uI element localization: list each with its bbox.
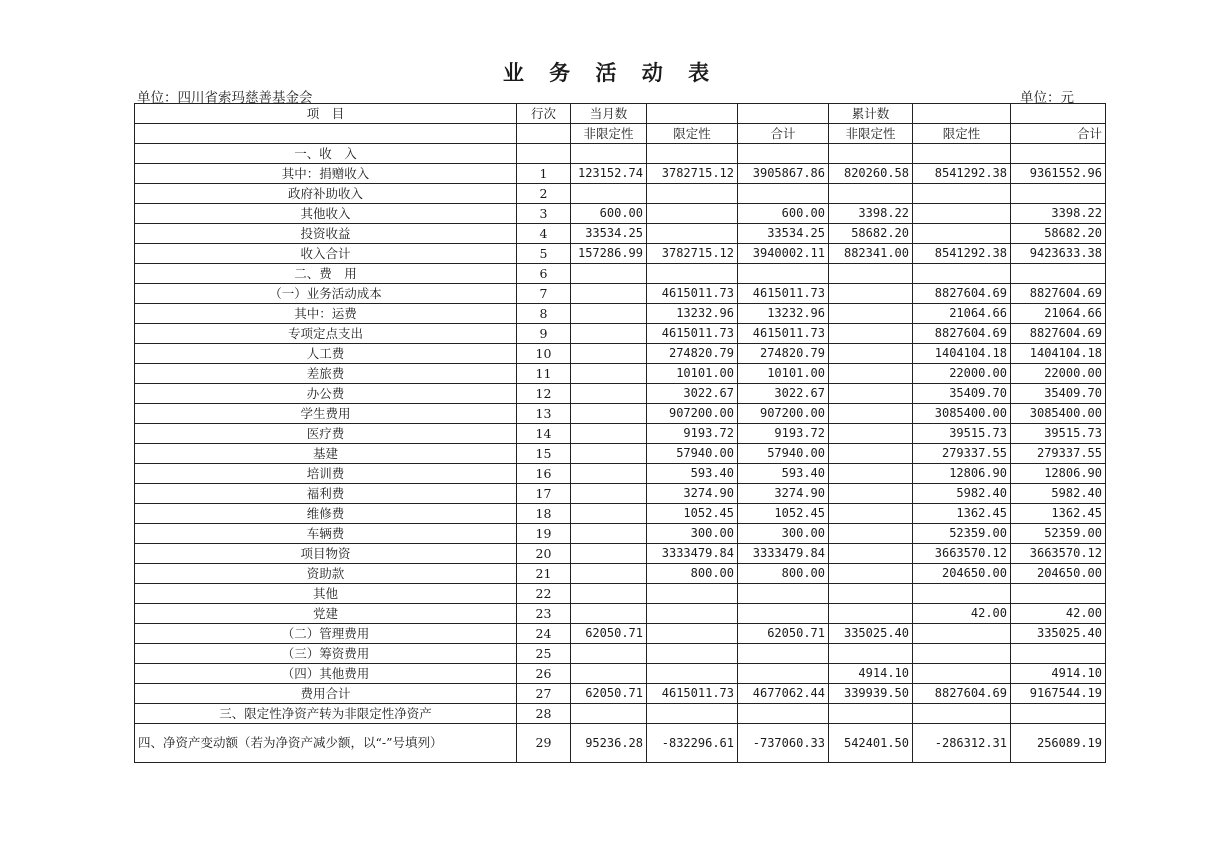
cell-month-restricted: 4615011.73 bbox=[647, 684, 738, 704]
cell-cumulative-restricted bbox=[913, 664, 1011, 684]
cell-month-restricted: 4615011.73 bbox=[647, 324, 738, 344]
cell-month-unrestricted: 33534.25 bbox=[571, 224, 647, 244]
cell-cumulative-restricted: 3663570.12 bbox=[913, 544, 1011, 564]
row-item-label: 收入合计 bbox=[135, 244, 517, 264]
cell-cumulative-restricted: 204650.00 bbox=[913, 564, 1011, 584]
cell-cumulative-unrestricted bbox=[829, 544, 913, 564]
row-line-number: 26 bbox=[517, 664, 571, 684]
cell-month-total: 3022.67 bbox=[738, 384, 829, 404]
cell-month-unrestricted bbox=[571, 484, 647, 504]
cell-month-restricted: 4615011.73 bbox=[647, 284, 738, 304]
cell-cumulative-restricted: 35409.70 bbox=[913, 384, 1011, 404]
cell-month-restricted bbox=[647, 664, 738, 684]
header-cumulative-unrestricted: 非限定性 bbox=[829, 124, 913, 144]
cell-cumulative-unrestricted bbox=[829, 284, 913, 304]
cell-cumulative-unrestricted bbox=[829, 324, 913, 344]
row-line-number: 1 bbox=[517, 164, 571, 184]
cell-cumulative-total: 4914.10 bbox=[1011, 664, 1106, 684]
report-title: 业 务 活 动 表 bbox=[502, 61, 719, 85]
cell-cumulative-restricted: 21064.66 bbox=[913, 304, 1011, 324]
row-line-number: 6 bbox=[517, 264, 571, 284]
cell-cumulative-total: 1404104.18 bbox=[1011, 344, 1106, 364]
table-row bbox=[135, 504, 1106, 524]
row-item-label: 三、限定性净资产转为非限定性净资产 bbox=[135, 704, 517, 724]
header-empty-cell bbox=[1011, 104, 1106, 124]
cell-month-total: 3905867.86 bbox=[738, 164, 829, 184]
header-empty-cell bbox=[913, 104, 1011, 124]
cell-month-restricted: 3333479.84 bbox=[647, 544, 738, 564]
cell-month-total bbox=[738, 604, 829, 624]
cell-month-total: 4677062.44 bbox=[738, 684, 829, 704]
row-item-label: 费用合计 bbox=[135, 684, 517, 704]
cell-month-total: 13232.96 bbox=[738, 304, 829, 324]
row-item-label: 其他 bbox=[135, 584, 517, 604]
cell-month-unrestricted bbox=[571, 344, 647, 364]
row-line-number: 18 bbox=[517, 504, 571, 524]
row-item-label: 其中：运费 bbox=[135, 304, 517, 324]
row-line-number: 20 bbox=[517, 544, 571, 564]
cell-cumulative-unrestricted: 339939.50 bbox=[829, 684, 913, 704]
cell-month-total: 1052.45 bbox=[738, 504, 829, 524]
cell-cumulative-restricted: 8541292.38 bbox=[913, 244, 1011, 264]
cell-cumulative-total bbox=[1011, 184, 1106, 204]
cell-cumulative-restricted bbox=[913, 624, 1011, 644]
row-line-number: 25 bbox=[517, 644, 571, 664]
cell-cumulative-total: 335025.40 bbox=[1011, 624, 1106, 644]
table-body bbox=[135, 104, 1106, 763]
cell-cumulative-total: 256089.19 bbox=[1011, 724, 1106, 763]
header-empty-cell bbox=[517, 124, 571, 144]
cell-month-total: 274820.79 bbox=[738, 344, 829, 364]
cell-cumulative-total: 9423633.38 bbox=[1011, 244, 1106, 264]
row-line-number: 12 bbox=[517, 384, 571, 404]
cell-month-total: 10101.00 bbox=[738, 364, 829, 384]
header-empty-cell bbox=[135, 124, 517, 144]
row-item-label: 政府补助收入 bbox=[135, 184, 517, 204]
cell-cumulative-total bbox=[1011, 644, 1106, 664]
cell-cumulative-restricted bbox=[913, 224, 1011, 244]
cell-cumulative-total: 5982.40 bbox=[1011, 484, 1106, 504]
cell-cumulative-total: 9167544.19 bbox=[1011, 684, 1106, 704]
table-row bbox=[135, 624, 1106, 644]
cell-month-total bbox=[738, 264, 829, 284]
cell-month-unrestricted: 123152.74 bbox=[571, 164, 647, 184]
cell-cumulative-restricted: 22000.00 bbox=[913, 364, 1011, 384]
row-line-number: 4 bbox=[517, 224, 571, 244]
cell-month-unrestricted bbox=[571, 144, 647, 164]
cell-cumulative-restricted bbox=[913, 184, 1011, 204]
cell-cumulative-unrestricted: 820260.58 bbox=[829, 164, 913, 184]
cell-cumulative-unrestricted: 4914.10 bbox=[829, 664, 913, 684]
cell-month-restricted bbox=[647, 204, 738, 224]
row-line-number: 13 bbox=[517, 404, 571, 424]
cell-cumulative-unrestricted bbox=[829, 444, 913, 464]
table-row bbox=[135, 644, 1106, 664]
cell-month-unrestricted bbox=[571, 464, 647, 484]
row-line-number: 23 bbox=[517, 604, 571, 624]
cell-month-total: 9193.72 bbox=[738, 424, 829, 444]
cell-month-total: 3333479.84 bbox=[738, 544, 829, 564]
cell-month-total bbox=[738, 644, 829, 664]
row-line-number: 29 bbox=[517, 724, 571, 763]
row-item-label: 二、费 用 bbox=[135, 264, 517, 284]
cell-month-restricted: 9193.72 bbox=[647, 424, 738, 444]
cell-month-unrestricted bbox=[571, 524, 647, 544]
cell-month-unrestricted bbox=[571, 644, 647, 664]
cell-cumulative-restricted: 39515.73 bbox=[913, 424, 1011, 444]
cell-cumulative-total: 42.00 bbox=[1011, 604, 1106, 624]
cell-cumulative-unrestricted bbox=[829, 384, 913, 404]
cell-month-restricted: 3782715.12 bbox=[647, 244, 738, 264]
row-item-label: 其中：捐赠收入 bbox=[135, 164, 517, 184]
cell-month-restricted: 3022.67 bbox=[647, 384, 738, 404]
cell-cumulative-restricted: 1362.45 bbox=[913, 504, 1011, 524]
cell-month-total bbox=[738, 144, 829, 164]
cell-month-unrestricted: 157286.99 bbox=[571, 244, 647, 264]
table-row bbox=[135, 724, 1106, 763]
cell-cumulative-unrestricted: 3398.22 bbox=[829, 204, 913, 224]
cell-month-unrestricted bbox=[571, 324, 647, 344]
header-row-1 bbox=[135, 104, 1106, 124]
cell-month-restricted: 274820.79 bbox=[647, 344, 738, 364]
cell-cumulative-total: 8827604.69 bbox=[1011, 284, 1106, 304]
row-item-label: 四、净资产变动额（若为净资产减少额，以“-”号填列） bbox=[135, 724, 517, 763]
cell-month-total: -737060.33 bbox=[738, 724, 829, 763]
cell-cumulative-unrestricted: 58682.20 bbox=[829, 224, 913, 244]
row-item-label: （三）筹资费用 bbox=[135, 644, 517, 664]
table-row bbox=[135, 184, 1106, 204]
row-item-label: 一、收 入 bbox=[135, 144, 517, 164]
cell-month-total: 800.00 bbox=[738, 564, 829, 584]
cell-cumulative-unrestricted: 542401.50 bbox=[829, 724, 913, 763]
table-row bbox=[135, 564, 1106, 584]
row-item-label: 投资收益 bbox=[135, 224, 517, 244]
cell-month-total: 3940002.11 bbox=[738, 244, 829, 264]
cell-cumulative-unrestricted bbox=[829, 564, 913, 584]
cell-cumulative-restricted bbox=[913, 704, 1011, 724]
cell-cumulative-total: 3398.22 bbox=[1011, 204, 1106, 224]
cell-cumulative-unrestricted bbox=[829, 524, 913, 544]
cell-cumulative-restricted: 8827604.69 bbox=[913, 324, 1011, 344]
cell-month-restricted bbox=[647, 624, 738, 644]
cell-cumulative-total bbox=[1011, 144, 1106, 164]
cell-month-restricted: 907200.00 bbox=[647, 404, 738, 424]
cell-cumulative-total: 1362.45 bbox=[1011, 504, 1106, 524]
row-line-number: 17 bbox=[517, 484, 571, 504]
cell-cumulative-restricted: 8827604.69 bbox=[913, 284, 1011, 304]
cell-cumulative-total: 39515.73 bbox=[1011, 424, 1106, 444]
table-row bbox=[135, 704, 1106, 724]
cell-month-total: 33534.25 bbox=[738, 224, 829, 244]
table-row bbox=[135, 204, 1106, 224]
cell-cumulative-total: 9361552.96 bbox=[1011, 164, 1106, 184]
cell-month-unrestricted bbox=[571, 544, 647, 564]
row-line-number: 11 bbox=[517, 364, 571, 384]
row-line-number: 2 bbox=[517, 184, 571, 204]
cell-cumulative-total: 58682.20 bbox=[1011, 224, 1106, 244]
cell-month-total: 300.00 bbox=[738, 524, 829, 544]
row-line-number: 28 bbox=[517, 704, 571, 724]
cell-month-total: 62050.71 bbox=[738, 624, 829, 644]
cell-month-unrestricted bbox=[571, 264, 647, 284]
cell-cumulative-restricted: 1404104.18 bbox=[913, 344, 1011, 364]
cell-month-restricted bbox=[647, 584, 738, 604]
table-row bbox=[135, 684, 1106, 704]
table-row bbox=[135, 384, 1106, 404]
row-line-number: 8 bbox=[517, 304, 571, 324]
cell-cumulative-total bbox=[1011, 584, 1106, 604]
table-row bbox=[135, 604, 1106, 624]
table-row bbox=[135, 664, 1106, 684]
cell-cumulative-total: 21064.66 bbox=[1011, 304, 1106, 324]
cell-month-unrestricted bbox=[571, 444, 647, 464]
cell-cumulative-unrestricted bbox=[829, 464, 913, 484]
cell-cumulative-total: 3085400.00 bbox=[1011, 404, 1106, 424]
cell-month-restricted: 3782715.12 bbox=[647, 164, 738, 184]
row-line-number: 19 bbox=[517, 524, 571, 544]
cell-cumulative-total: 204650.00 bbox=[1011, 564, 1106, 584]
row-line-number: 27 bbox=[517, 684, 571, 704]
cell-month-unrestricted bbox=[571, 404, 647, 424]
cell-month-restricted bbox=[647, 184, 738, 204]
cell-month-restricted: 593.40 bbox=[647, 464, 738, 484]
row-line-number: 3 bbox=[517, 204, 571, 224]
activity-statement-table bbox=[134, 103, 1106, 763]
cell-cumulative-restricted: 12806.90 bbox=[913, 464, 1011, 484]
cell-cumulative-total bbox=[1011, 704, 1106, 724]
row-line-number: 21 bbox=[517, 564, 571, 584]
cell-cumulative-total: 35409.70 bbox=[1011, 384, 1106, 404]
cell-cumulative-unrestricted bbox=[829, 644, 913, 664]
row-item-label: 车辆费 bbox=[135, 524, 517, 544]
row-item-label: （二）管理费用 bbox=[135, 624, 517, 644]
cell-month-unrestricted: 95236.28 bbox=[571, 724, 647, 763]
row-line-number: 9 bbox=[517, 324, 571, 344]
cell-month-unrestricted bbox=[571, 424, 647, 444]
header-current-month: 当月数 bbox=[571, 104, 647, 124]
row-item-label: 人工费 bbox=[135, 344, 517, 364]
header-month-unrestricted: 非限定性 bbox=[571, 124, 647, 144]
cell-month-restricted bbox=[647, 704, 738, 724]
table-row bbox=[135, 324, 1106, 344]
row-item-label: 党建 bbox=[135, 604, 517, 624]
cell-cumulative-total: 3663570.12 bbox=[1011, 544, 1106, 564]
cell-cumulative-total: 52359.00 bbox=[1011, 524, 1106, 544]
cell-cumulative-restricted: 42.00 bbox=[913, 604, 1011, 624]
cell-month-restricted bbox=[647, 144, 738, 164]
cell-cumulative-unrestricted bbox=[829, 484, 913, 504]
cell-month-restricted bbox=[647, 604, 738, 624]
cell-month-unrestricted: 600.00 bbox=[571, 204, 647, 224]
cell-month-total bbox=[738, 664, 829, 684]
cell-month-restricted: 10101.00 bbox=[647, 364, 738, 384]
table-row bbox=[135, 544, 1106, 564]
header-cumulative: 累计数 bbox=[829, 104, 913, 124]
table-row bbox=[135, 264, 1106, 284]
cell-cumulative-restricted bbox=[913, 584, 1011, 604]
header-empty-cell bbox=[738, 104, 829, 124]
cell-cumulative-unrestricted bbox=[829, 304, 913, 324]
cell-cumulative-unrestricted bbox=[829, 504, 913, 524]
cell-month-unrestricted: 62050.71 bbox=[571, 624, 647, 644]
table-row bbox=[135, 484, 1106, 504]
cell-month-unrestricted bbox=[571, 364, 647, 384]
cell-month-total: 600.00 bbox=[738, 204, 829, 224]
row-item-label: 项目物资 bbox=[135, 544, 517, 564]
table-row bbox=[135, 344, 1106, 364]
cell-cumulative-restricted bbox=[913, 264, 1011, 284]
cell-month-total: 4615011.73 bbox=[738, 324, 829, 344]
row-item-label: 维修费 bbox=[135, 504, 517, 524]
organization-label: 单位：四川省索玛慈善基金会 bbox=[137, 90, 313, 106]
table-row bbox=[135, 304, 1106, 324]
cell-cumulative-unrestricted bbox=[829, 144, 913, 164]
row-item-label: 培训费 bbox=[135, 464, 517, 484]
cell-cumulative-total bbox=[1011, 264, 1106, 284]
cell-cumulative-unrestricted bbox=[829, 704, 913, 724]
header-cumulative-restricted: 限定性 bbox=[913, 124, 1011, 144]
cell-cumulative-total: 8827604.69 bbox=[1011, 324, 1106, 344]
cell-cumulative-unrestricted bbox=[829, 584, 913, 604]
cell-month-unrestricted: 62050.71 bbox=[571, 684, 647, 704]
cell-month-total: 3274.90 bbox=[738, 484, 829, 504]
cell-month-unrestricted bbox=[571, 504, 647, 524]
cell-cumulative-total: 279337.55 bbox=[1011, 444, 1106, 464]
cell-cumulative-total: 22000.00 bbox=[1011, 364, 1106, 384]
cell-cumulative-restricted: 8541292.38 bbox=[913, 164, 1011, 184]
cell-cumulative-restricted: 52359.00 bbox=[913, 524, 1011, 544]
cell-cumulative-unrestricted: 882341.00 bbox=[829, 244, 913, 264]
table-row bbox=[135, 404, 1106, 424]
cell-cumulative-unrestricted bbox=[829, 604, 913, 624]
header-month-restricted: 限定性 bbox=[647, 124, 738, 144]
table-row bbox=[135, 424, 1106, 444]
cell-month-unrestricted bbox=[571, 564, 647, 584]
row-item-label: 福利费 bbox=[135, 484, 517, 504]
row-line-number: 24 bbox=[517, 624, 571, 644]
cell-month-total bbox=[738, 184, 829, 204]
row-item-label: 差旅费 bbox=[135, 364, 517, 384]
cell-month-restricted: 13232.96 bbox=[647, 304, 738, 324]
cell-cumulative-unrestricted bbox=[829, 364, 913, 384]
cell-cumulative-total: 12806.90 bbox=[1011, 464, 1106, 484]
header-empty-cell bbox=[647, 104, 738, 124]
row-line-number: 22 bbox=[517, 584, 571, 604]
row-item-label: 学生费用 bbox=[135, 404, 517, 424]
table-row bbox=[135, 584, 1106, 604]
cell-month-unrestricted bbox=[571, 184, 647, 204]
cell-month-unrestricted bbox=[571, 604, 647, 624]
cell-month-restricted bbox=[647, 644, 738, 664]
header-row-2 bbox=[135, 124, 1106, 144]
cell-cumulative-restricted: 8827604.69 bbox=[913, 684, 1011, 704]
table-row bbox=[135, 464, 1106, 484]
cell-month-unrestricted bbox=[571, 664, 647, 684]
cell-month-restricted: 1052.45 bbox=[647, 504, 738, 524]
table-row bbox=[135, 144, 1106, 164]
row-line-number: 16 bbox=[517, 464, 571, 484]
row-item-label: 基建 bbox=[135, 444, 517, 464]
row-item-label: 其他收入 bbox=[135, 204, 517, 224]
cell-month-unrestricted bbox=[571, 284, 647, 304]
cell-month-total: 593.40 bbox=[738, 464, 829, 484]
row-item-label: （一）业务活动成本 bbox=[135, 284, 517, 304]
row-line-number: 7 bbox=[517, 284, 571, 304]
cell-cumulative-restricted: 279337.55 bbox=[913, 444, 1011, 464]
cell-cumulative-restricted bbox=[913, 644, 1011, 664]
cell-month-restricted: -832296.61 bbox=[647, 724, 738, 763]
cell-month-total bbox=[738, 704, 829, 724]
cell-cumulative-unrestricted bbox=[829, 184, 913, 204]
cell-cumulative-restricted bbox=[913, 204, 1011, 224]
table-row bbox=[135, 444, 1106, 464]
row-line-number bbox=[517, 144, 571, 164]
row-line-number: 14 bbox=[517, 424, 571, 444]
table-row bbox=[135, 524, 1106, 544]
row-line-number: 10 bbox=[517, 344, 571, 364]
cell-month-total: 907200.00 bbox=[738, 404, 829, 424]
cell-cumulative-unrestricted bbox=[829, 264, 913, 284]
cell-cumulative-restricted: 5982.40 bbox=[913, 484, 1011, 504]
cell-month-restricted bbox=[647, 224, 738, 244]
cell-month-total bbox=[738, 584, 829, 604]
table-row bbox=[135, 284, 1106, 304]
row-item-label: 专项定点支出 bbox=[135, 324, 517, 344]
cell-cumulative-unrestricted: 335025.40 bbox=[829, 624, 913, 644]
cell-cumulative-restricted: -286312.31 bbox=[913, 724, 1011, 763]
cell-month-unrestricted bbox=[571, 304, 647, 324]
row-item-label: 资助款 bbox=[135, 564, 517, 584]
cell-cumulative-unrestricted bbox=[829, 424, 913, 444]
cell-month-unrestricted bbox=[571, 584, 647, 604]
cell-month-restricted: 3274.90 bbox=[647, 484, 738, 504]
row-item-label: 医疗费 bbox=[135, 424, 517, 444]
cell-cumulative-restricted bbox=[913, 144, 1011, 164]
cell-month-unrestricted bbox=[571, 704, 647, 724]
table-row bbox=[135, 364, 1106, 384]
cell-month-restricted bbox=[647, 264, 738, 284]
cell-month-total: 57940.00 bbox=[738, 444, 829, 464]
header-cumulative-total: 合计 bbox=[1011, 124, 1106, 144]
cell-cumulative-restricted: 3085400.00 bbox=[913, 404, 1011, 424]
cell-month-restricted: 57940.00 bbox=[647, 444, 738, 464]
table-row bbox=[135, 224, 1106, 244]
row-line-number: 15 bbox=[517, 444, 571, 464]
cell-month-total: 4615011.73 bbox=[738, 284, 829, 304]
cell-cumulative-unrestricted bbox=[829, 404, 913, 424]
row-item-label: （四）其他费用 bbox=[135, 664, 517, 684]
cell-month-unrestricted bbox=[571, 384, 647, 404]
header-line: 行次 bbox=[517, 104, 571, 124]
cell-cumulative-unrestricted bbox=[829, 344, 913, 364]
row-line-number: 5 bbox=[517, 244, 571, 264]
currency-unit-label: 单位：元 bbox=[1020, 90, 1074, 106]
cell-month-restricted: 300.00 bbox=[647, 524, 738, 544]
header-item: 项 目 bbox=[135, 104, 517, 124]
cell-month-restricted: 800.00 bbox=[647, 564, 738, 584]
table-row bbox=[135, 244, 1106, 264]
header-month-total: 合计 bbox=[738, 124, 829, 144]
table-row bbox=[135, 164, 1106, 184]
row-item-label: 办公费 bbox=[135, 384, 517, 404]
